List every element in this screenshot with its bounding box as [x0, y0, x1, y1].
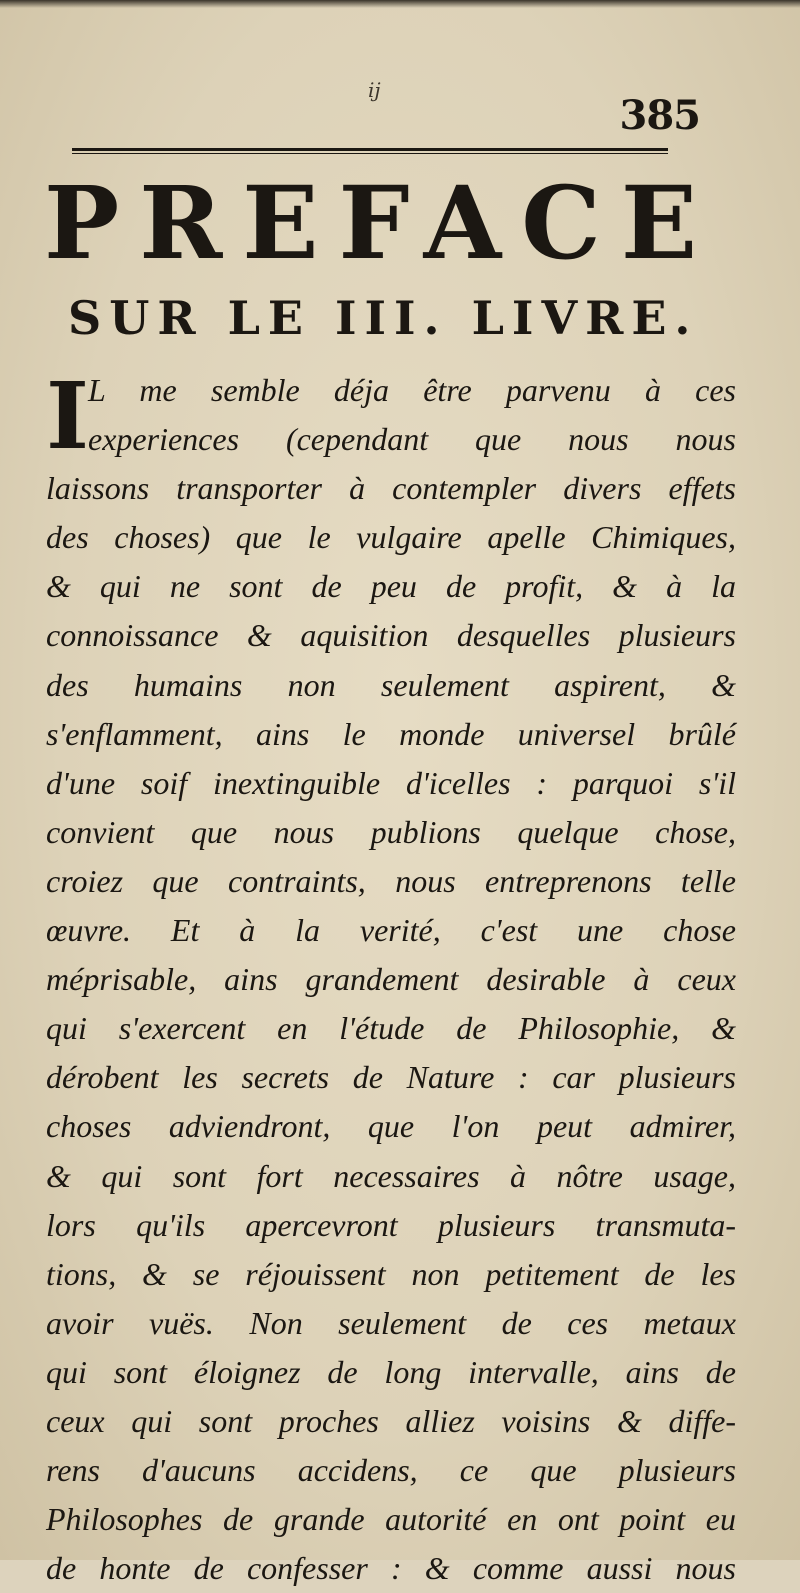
text-line: d'une soif inextinguible d'icelles : parquoi s'il [46, 764, 736, 801]
header-rule [72, 148, 668, 154]
signature-mark: ij [368, 78, 381, 102]
text-line: des choses) que le vulgaire apelle Chimiques, [46, 519, 736, 556]
text-line: avoir vuës. Non seulement de ces metaux [46, 1304, 736, 1341]
text-line: & qui ne sont de peu de profit, & à la [46, 568, 736, 605]
text-line: laissons transporter à contempler divers effets [46, 470, 736, 507]
text-line: qui sont éloignez de long intervalle, ains de [46, 1353, 736, 1390]
text-line: de honte de confesser : & comme aussi nous [46, 1550, 736, 1587]
text-line: croiez que contraints, nous entreprenons telle [46, 862, 736, 899]
text-line: lors qu'ils apercevront plusieurs transmuta- [46, 1206, 736, 1243]
text-line: & qui sont fort necessaires à nôtre usage, [46, 1157, 736, 1194]
page-edge-shadow [0, 0, 800, 8]
text-line: qui s'exercent en l'étude de Philosophie, & [46, 1010, 736, 1047]
text-line: connoissance & aquisition desquelles plusieurs [46, 617, 736, 654]
text-line: ceux qui sont proches alliez voisins & diffe- [46, 1402, 736, 1439]
text-line: œuvre. Et à la verité, c'est une chose [46, 912, 736, 949]
text-line: tions, & se réjouissent non petitement de les [46, 1255, 736, 1292]
drop-cap: I [46, 362, 90, 470]
text-line: des humains non seulement aspirent, & [46, 666, 736, 703]
text-line: méprisable, ains grandement desirable à ceux [46, 961, 736, 998]
text-line: choses adviendront, que l'on peut admirer, [46, 1108, 736, 1145]
text-line: experiences (cependant que nous nous [88, 421, 736, 458]
text-line: convient que nous publions quelque chose, [46, 813, 736, 850]
text-line: rens d'aucuns accidens, ce que plusieurs [46, 1452, 736, 1489]
body-text [46, 362, 736, 1593]
text-line: s'enflamment, ains le monde universel brûlé [46, 715, 736, 752]
page-title: PREFACE [44, 164, 718, 282]
text-line: L me semble déja être parvenu à ces [88, 372, 736, 408]
text-line: Philosophes de grande autorité en ont point eu [46, 1501, 736, 1538]
text-line: dérobent les secrets de Nature : car plusieurs [46, 1059, 736, 1096]
page-subtitle: SUR LE III. LIVRE. [68, 291, 699, 345]
page-number: 385 [619, 92, 700, 139]
